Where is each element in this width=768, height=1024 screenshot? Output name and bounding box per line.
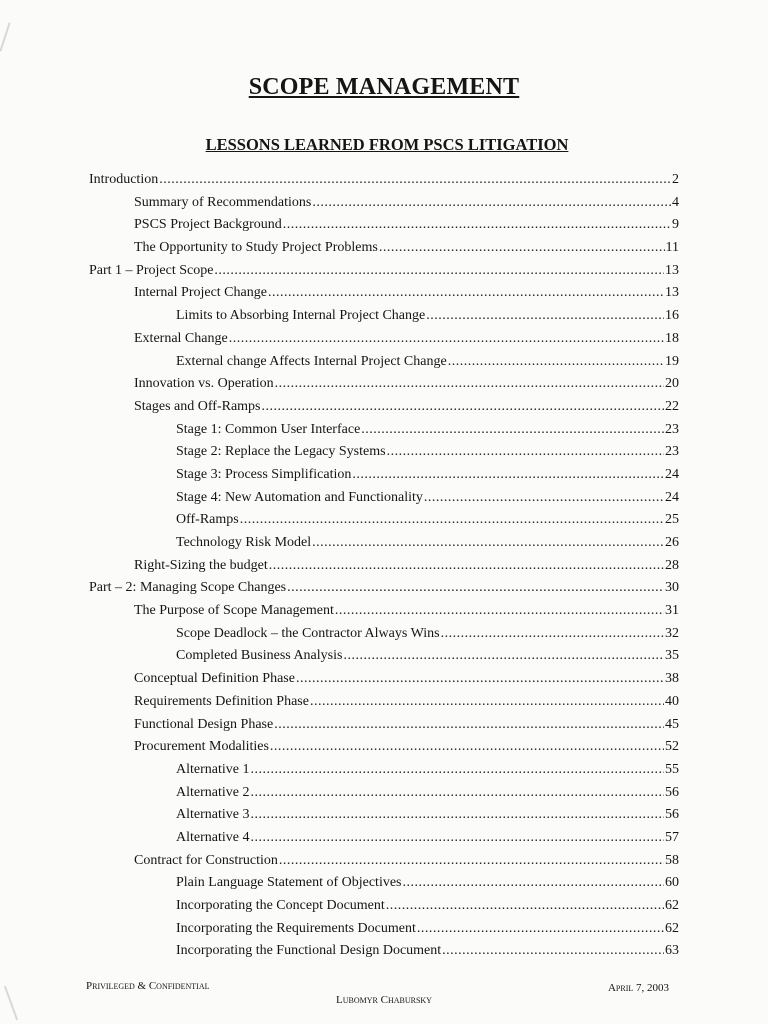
toc-leader-dots (312, 532, 664, 554)
toc-entry-page-number: 4 (672, 194, 679, 210)
toc-leader-dots (279, 850, 664, 872)
toc-entry-page-number: 60 (665, 875, 679, 891)
toc-entry (0, 645, 679, 668)
toc-entry-page-number: 63 (665, 943, 679, 959)
toc-leader-dots (269, 555, 664, 577)
toc-leader-dots (448, 351, 664, 373)
toc-entry-title: The Opportunity to Study Project Problems (134, 240, 378, 256)
toc-entry-title: Alternative 3 (176, 807, 250, 823)
toc-entry-page-number: 32 (665, 625, 679, 641)
toc-entry-title: Stage 4: New Automation and Functionality (176, 489, 423, 505)
toc-entry (0, 827, 679, 850)
toc-leader-dots (312, 192, 671, 214)
toc-entry (0, 850, 679, 873)
toc-entry-page-number: 62 (665, 920, 679, 936)
toc-leader-dots (441, 623, 664, 645)
toc-entry-page-number: 24 (665, 489, 679, 505)
toc-entry (0, 940, 679, 963)
toc-entry (0, 691, 679, 714)
toc-entry (0, 555, 679, 578)
toc-entry-title: Alternative 4 (176, 829, 250, 845)
toc-leader-dots (274, 714, 664, 736)
document-title: SCOPE MANAGEMENT (248, 74, 520, 100)
toc-entry (0, 509, 679, 532)
toc-leader-dots (250, 759, 664, 781)
toc-entry (0, 782, 679, 805)
toc-entry-page-number: 56 (665, 784, 679, 800)
toc-entry-title: Requirements Definition Phase (134, 693, 309, 709)
toc-entry-page-number: 28 (665, 557, 679, 573)
toc-entry-page-number: 25 (665, 512, 679, 528)
toc-leader-dots (361, 419, 664, 441)
toc-leader-dots (287, 577, 664, 599)
toc-entry-title: Incorporating the Functional Design Document (176, 943, 442, 959)
document-subtitle: LESSONS LEARNED FROM PSCS LITIGATION (205, 135, 569, 154)
toc-leader-dots (343, 645, 664, 667)
toc-entry (0, 623, 679, 646)
toc-leader-dots (250, 804, 664, 826)
toc-entry-title: Stage 1: Common User Interface (176, 421, 361, 437)
table-of-contents (0, 169, 768, 963)
toc-entry-title: Innovation vs. Operation (134, 376, 274, 392)
toc-entry (0, 260, 679, 283)
toc-entry-title: Stage 2: Replace the Legacy Systems (176, 444, 386, 460)
toc-entry-title: Completed Business Analysis (176, 648, 343, 664)
toc-entry-title: Off-Ramps (176, 512, 239, 528)
toc-entry (0, 328, 679, 351)
toc-leader-dots (270, 736, 664, 758)
toc-leader-dots (417, 918, 664, 940)
toc-entry-page-number: 31 (665, 603, 679, 619)
toc-entry-title: External change Affects Internal Project Change (176, 353, 447, 369)
toc-entry (0, 419, 679, 442)
toc-entry-page-number: 19 (665, 353, 679, 369)
toc-entry-page-number: 9 (672, 217, 679, 233)
toc-entry-title: Right-Sizing the budget (134, 557, 268, 573)
toc-entry-title: Part – 2: Managing Scope Changes (89, 580, 287, 596)
toc-entry (0, 373, 679, 396)
toc-entry (0, 668, 679, 691)
toc-leader-dots (283, 214, 671, 236)
toc-entry-title: The Purpose of Scope Management (134, 603, 334, 619)
toc-leader-dots (386, 895, 664, 917)
toc-entry-page-number: 22 (665, 398, 679, 414)
toc-entry-page-number: 13 (665, 285, 679, 301)
toc-entry-page-number: 45 (665, 716, 679, 732)
toc-entry (0, 714, 679, 737)
footer-confidentiality: Privileged & Confidential (86, 980, 210, 992)
toc-leader-dots (403, 872, 665, 894)
toc-leader-dots (387, 441, 664, 463)
toc-entry-page-number: 52 (665, 739, 679, 755)
toc-entry-title: Technology Risk Model (176, 535, 312, 550)
toc-entry-title: Internal Project Change (134, 285, 267, 301)
toc-entry-page-number: 55 (665, 761, 679, 777)
toc-entry-page-number: 11 (665, 240, 679, 256)
toc-entry-title: Incorporating the Requirements Document (176, 920, 416, 936)
toc-entry-title: Stage 3: Process Simplification (176, 466, 352, 482)
toc-leader-dots (275, 373, 664, 395)
toc-leader-dots (442, 940, 664, 962)
toc-entry-page-number: 40 (665, 693, 679, 709)
toc-leader-dots (310, 691, 664, 713)
toc-leader-dots (240, 509, 664, 531)
toc-leader-dots (159, 169, 671, 191)
toc-entry (0, 918, 679, 941)
toc-leader-dots (379, 237, 665, 259)
toc-entry-page-number: 20 (665, 376, 679, 392)
toc-leader-dots (424, 487, 664, 509)
toc-entry-page-number: 58 (665, 852, 679, 868)
toc-leader-dots (352, 464, 664, 486)
toc-entry-title: Contract for Construction (134, 852, 278, 868)
toc-entry (0, 804, 679, 827)
toc-entry-title: Summary of Recommendations (134, 194, 312, 210)
toc-entry (0, 577, 679, 600)
toc-entry (0, 441, 679, 464)
toc-entry-page-number: 23 (665, 421, 679, 437)
toc-entry-page-number: 56 (665, 807, 679, 823)
toc-entry (0, 214, 679, 237)
toc-entry-title: Plain Language Statement of Objectives (176, 875, 402, 891)
toc-entry-title: Alternative 2 (176, 784, 250, 800)
toc-entry-page-number: 35 (665, 648, 679, 664)
toc-entry (0, 282, 679, 305)
toc-entry-page-number: 30 (665, 580, 679, 596)
toc-entry-page-number: 26 (665, 535, 679, 550)
toc-leader-dots (250, 782, 664, 804)
toc-leader-dots (214, 260, 664, 282)
toc-entry-page-number: 16 (665, 308, 679, 324)
toc-entry (0, 600, 679, 623)
toc-entry (0, 192, 679, 215)
toc-entry-title: Introduction (89, 172, 159, 187)
toc-entry-title: External Change (134, 330, 228, 346)
toc-entry-page-number: 18 (665, 330, 679, 346)
toc-leader-dots (250, 827, 664, 849)
toc-entry (0, 351, 679, 374)
toc-leader-dots (268, 282, 664, 304)
toc-entry-page-number: 24 (665, 466, 679, 482)
toc-entry-page-number: 2 (672, 172, 679, 187)
toc-entry-page-number: 13 (665, 262, 679, 278)
toc-entry-title: Stages and Off-Ramps (134, 398, 261, 414)
toc-entry-title: Conceptual Definition Phase (134, 671, 295, 687)
toc-entry-title: Alternative 1 (176, 761, 250, 777)
toc-entry (0, 759, 679, 782)
toc-entry-page-number: 23 (665, 444, 679, 460)
footer-date: April 7, 2003 (607, 982, 669, 994)
toc-entry (0, 305, 679, 328)
toc-entry (0, 487, 679, 510)
toc-leader-dots (335, 600, 664, 622)
toc-entry (0, 464, 679, 487)
toc-entry-title: Scope Deadlock – the Contractor Always Wins (176, 625, 440, 641)
toc-leader-dots (229, 328, 664, 350)
toc-entry (0, 169, 679, 192)
toc-leader-dots (296, 668, 664, 690)
toc-entry (0, 237, 679, 260)
toc-leader-dots (426, 305, 664, 327)
toc-entry-page-number: 57 (665, 829, 679, 845)
toc-entry-page-number: 62 (665, 898, 679, 913)
toc-entry (0, 736, 679, 759)
toc-entry (0, 396, 679, 419)
toc-entry-title: PSCS Project Background (134, 217, 282, 233)
toc-entry-title: Part 1 – Project Scope (89, 262, 214, 278)
toc-entry-title: Limits to Absorbing Internal Project Change (176, 308, 426, 324)
toc-entry-title: Procurement Modalities (134, 739, 269, 755)
toc-entry (0, 532, 679, 555)
toc-entry-page-number: 38 (665, 671, 679, 687)
toc-entry-title: Incorporating the Concept Document (176, 898, 385, 913)
scan-artifact-top-left (0, 22, 11, 51)
toc-entry-title: Functional Design Phase (134, 716, 274, 732)
toc-leader-dots (262, 396, 665, 418)
toc-entry (0, 895, 679, 918)
toc-entry (0, 872, 679, 895)
footer-author: Lubomyr Chabursky (336, 994, 432, 1006)
